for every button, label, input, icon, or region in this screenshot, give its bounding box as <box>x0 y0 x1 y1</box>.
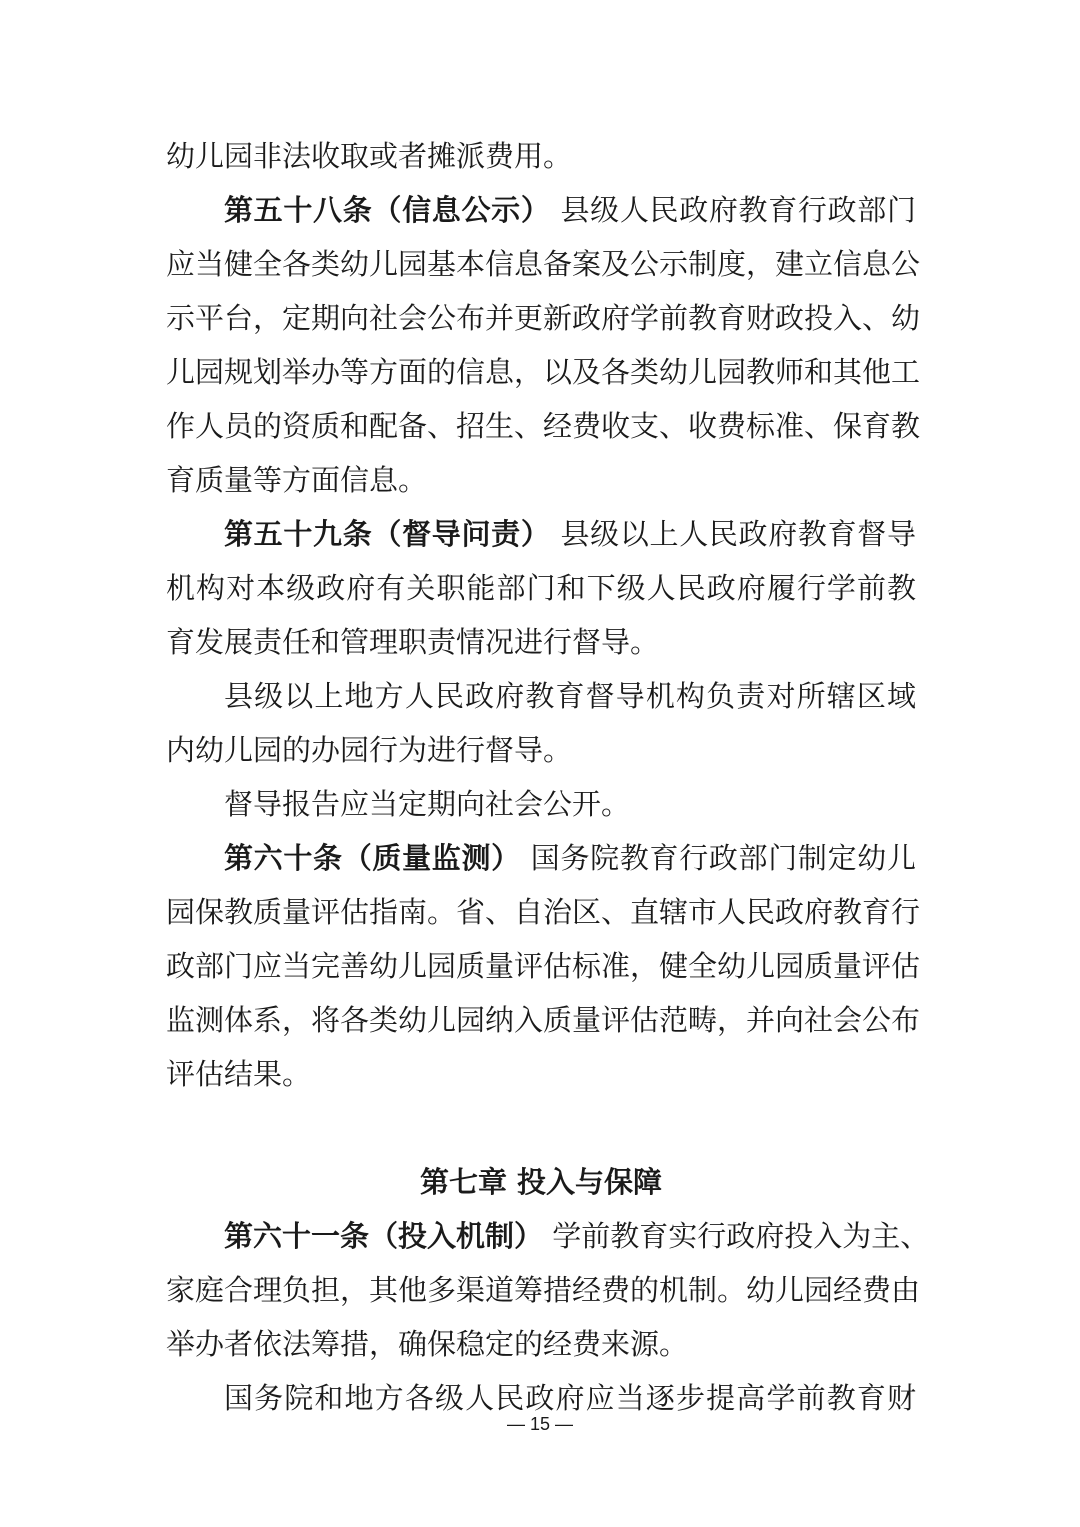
text-line: 应当健全各类幼儿园基本信息备案及公示制度，建立信息公 <box>166 247 921 281</box>
text-line: 举办者依法筹措，确保稳定的经费来源。 <box>166 1327 689 1361</box>
document-body <box>166 129 930 1425</box>
article-61-text: 学前教育实行政府投入为主、 <box>552 1219 930 1253</box>
text-line: 监测体系，将各类幼儿园纳入质量评估范畴，并向社会公布 <box>166 1003 921 1037</box>
text-line: 国务院和地方各级人民政府应当逐步提高学前教育财 <box>224 1381 916 1415</box>
text-line: 家庭合理负担，其他多渠道筹措经费的机制。幼儿园经费由 <box>166 1273 921 1307</box>
text-line: 育质量等方面信息。 <box>166 463 428 497</box>
article-59-text: 县级以上人民政府教育督导 <box>560 517 916 551</box>
text-line: 园保教质量评估指南。省、自治区、直辖市人民政府教育行 <box>166 895 921 929</box>
chapter-title: 第七章 投入与保障 <box>419 1165 663 1199</box>
article-58-heading: 第五十八条（信息公示） <box>224 193 551 227</box>
text-line: 育发展责任和管理职责情况进行督导。 <box>166 625 660 659</box>
article-58-text: 县级人民政府教育行政部门 <box>560 193 916 227</box>
article-60-first-line <box>166 831 916 885</box>
text-line: 政部门应当完善幼儿园质量评估标准，健全幼儿园质量评估 <box>166 949 921 983</box>
article-60-text: 国务院教育行政部门制定幼儿 <box>530 841 916 875</box>
spacer <box>166 1101 916 1155</box>
text-line: 儿园规划举办等方面的信息，以及各类幼儿园教师和其他工 <box>166 355 921 389</box>
article-59-first-line <box>166 507 916 561</box>
text-line: 县级以上地方人民政府教育督导机构负责对所辖区域 <box>224 679 916 713</box>
page-number: — 15 — <box>506 1414 574 1434</box>
text-line: 督导报告应当定期向社会公开。 <box>224 787 631 821</box>
article-61-first-line <box>166 1209 930 1263</box>
text-line: 示平台，定期向社会公布并更新政府学前教育财政投入、幼 <box>166 301 921 335</box>
text-line: 评估结果。 <box>166 1057 312 1091</box>
text-line: 作人员的资质和配备、招生、经费收支、收费标准、保育教 <box>166 409 921 443</box>
text-line: 内幼儿园的办园行为进行督导。 <box>166 733 573 767</box>
text-line: 机构对本级政府有关职能部门和下级人民政府履行学前教 <box>166 571 916 605</box>
article-60-heading: 第六十条（质量监测） <box>224 841 521 875</box>
article-59-heading: 第五十九条（督导问责） <box>224 517 551 551</box>
article-58-first-line <box>166 183 916 237</box>
article-61-heading: 第六十一条（投入机制） <box>224 1219 544 1253</box>
text-line: 幼儿园非法收取或者摊派费用。 <box>166 139 573 173</box>
